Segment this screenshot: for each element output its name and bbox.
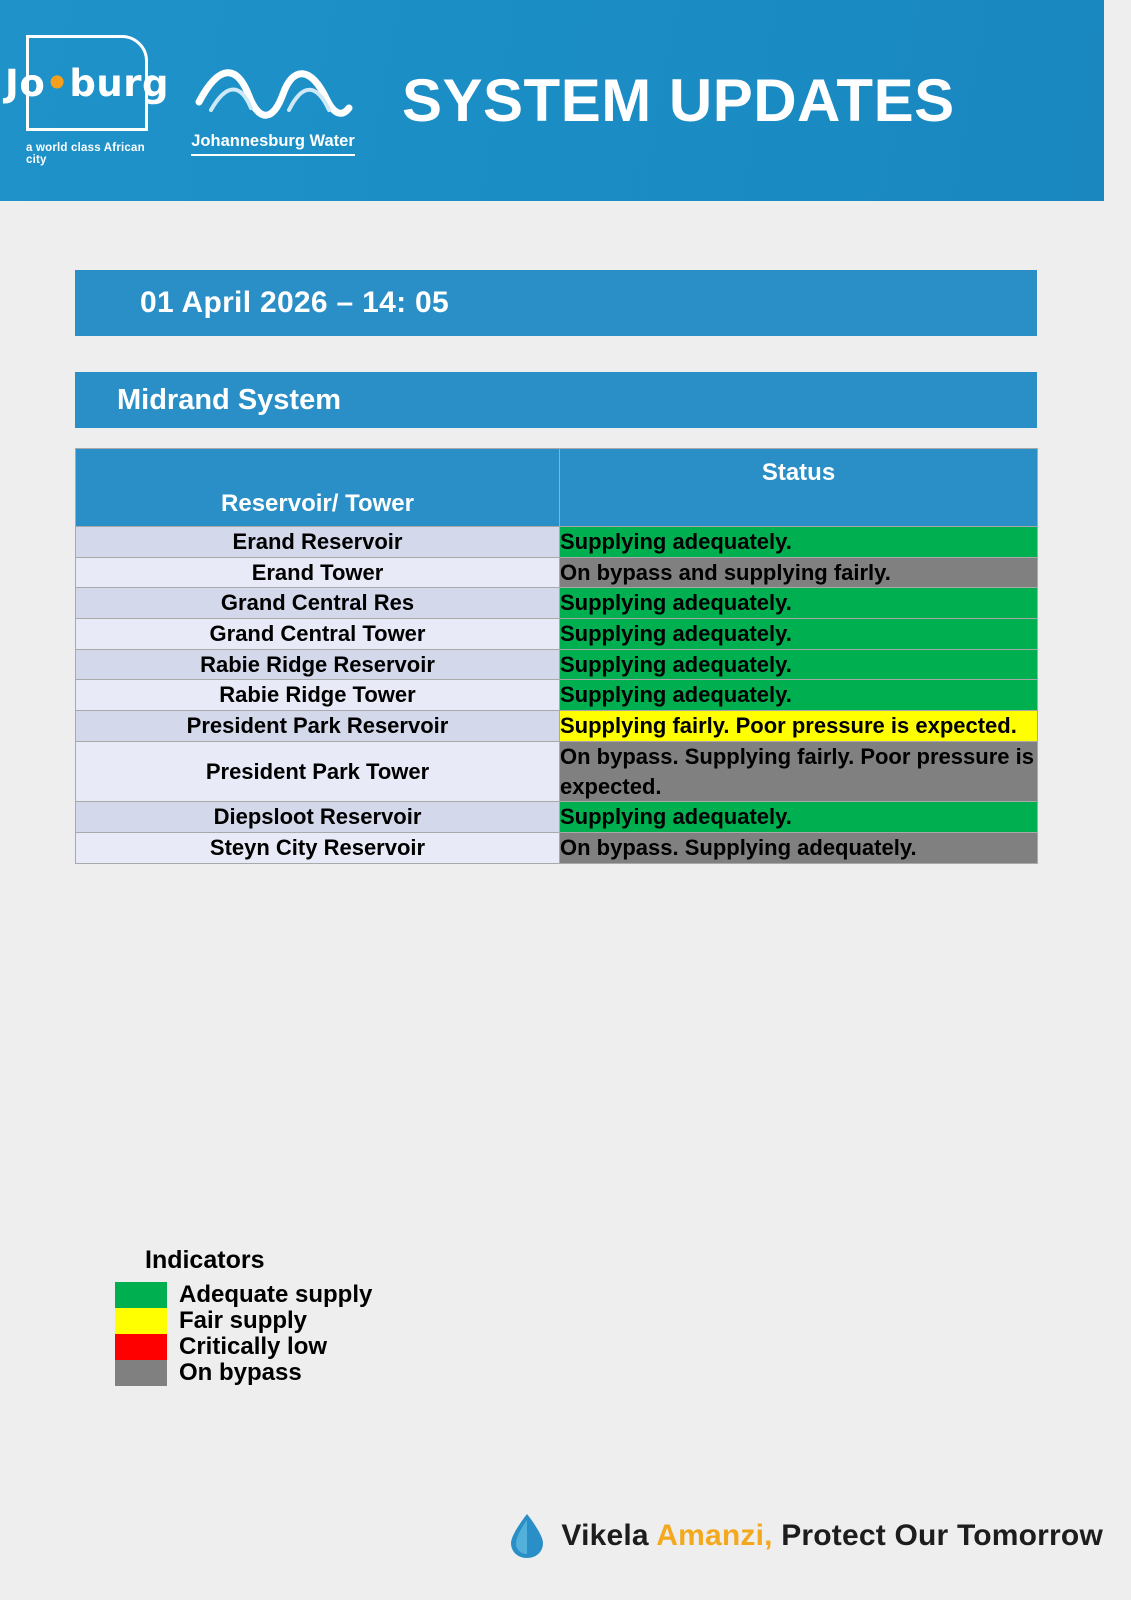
table-row: [76, 680, 1038, 711]
cell-status: Supplying adequately.: [560, 680, 1038, 711]
legend-title: Indicators: [145, 1246, 265, 1274]
table-row: [76, 588, 1038, 619]
system-name-bar: [75, 372, 1037, 428]
table-row: [76, 802, 1038, 833]
cell-reservoir-name: President Park Tower: [76, 741, 560, 801]
cell-reservoir-name: Erand Tower: [76, 557, 560, 588]
legend-swatch-yellow: [115, 1308, 167, 1334]
joburg-logo-frame: [5, 35, 169, 131]
table-body: [76, 527, 1038, 864]
legend-item-bypass: [115, 1359, 615, 1387]
reservoir-status-table: [75, 448, 1038, 864]
table-row: [76, 832, 1038, 863]
cell-status: On bypass. Supplying adequately.: [560, 832, 1038, 863]
legend-label-critical: Critically low: [179, 1333, 328, 1360]
cell-status: Supplying adequately.: [560, 527, 1038, 558]
johannesburg-water-logo: [188, 58, 358, 156]
cell-reservoir-name: Steyn City Reservoir: [76, 832, 560, 863]
joburg-logo-accent: •: [45, 61, 70, 105]
footer-text-lead: Vikela: [561, 1519, 657, 1552]
footer-text: [561, 1519, 1103, 1553]
cell-status: Supplying adequately.: [560, 588, 1038, 619]
cell-reservoir-name: Rabie Ridge Tower: [76, 680, 560, 711]
page-title: SYSTEM UPDATES: [402, 67, 955, 134]
cell-status: On bypass. Supplying fairly. Poor pressure is expected.: [560, 741, 1038, 801]
cell-status: On bypass and supplying fairly.: [560, 557, 1038, 588]
cell-reservoir-name: President Park Reservoir: [76, 711, 560, 742]
legend-swatch-red: [115, 1334, 167, 1360]
legend-swatch-grey: [115, 1360, 167, 1386]
legend-item-critical: [115, 1333, 615, 1361]
cell-reservoir-name: Diepsloot Reservoir: [76, 802, 560, 833]
footer-slogan: [507, 1512, 1103, 1560]
johannesburg-water-label: Johannesburg Water: [191, 132, 355, 156]
footer-text-tail: Protect Our Tomorrow: [772, 1519, 1103, 1552]
column-header-reservoir: Reservoir/ Tower: [76, 449, 560, 527]
legend-label-fair: Fair supply: [179, 1307, 308, 1334]
joburg-tagline: a world class African city: [26, 142, 145, 166]
cell-status: Supplying adequately.: [560, 619, 1038, 650]
joburg-logo-text: Jo•burg: [5, 61, 169, 105]
date-bar-text: 01 April 2026 – 14: 05: [140, 286, 450, 319]
cell-reservoir-name: Erand Reservoir: [76, 527, 560, 558]
cell-reservoir-name: Grand Central Res: [76, 588, 560, 619]
page-header: [0, 0, 1104, 201]
column-header-status: Status: [560, 449, 1038, 527]
table-row: [76, 711, 1038, 742]
date-bar: [75, 270, 1037, 336]
legend-label-adequate: Adequate supply: [179, 1281, 373, 1308]
joburg-logo: [5, 35, 169, 166]
legend-label-bypass: On bypass: [179, 1359, 302, 1386]
cell-reservoir-name: Grand Central Tower: [76, 619, 560, 650]
cell-status: Supplying fairly. Poor pressure is expected.: [560, 711, 1038, 742]
table-row: [76, 741, 1038, 801]
water-wave-icon: [193, 58, 353, 130]
legend-item-fair: [115, 1307, 615, 1335]
legend: [115, 1246, 615, 1387]
table-header-row: [76, 449, 1038, 527]
water-drop-icon: [507, 1512, 547, 1560]
cell-reservoir-name: Rabie Ridge Reservoir: [76, 649, 560, 680]
legend-item-adequate: [115, 1281, 615, 1309]
table-row: [76, 619, 1038, 650]
table-row: [76, 527, 1038, 558]
footer-text-accent: Amanzi,: [656, 1519, 773, 1552]
system-name-text: Midrand System: [117, 383, 341, 416]
legend-swatch-green: [115, 1282, 167, 1308]
cell-status: Supplying adequately.: [560, 802, 1038, 833]
table-row: [76, 557, 1038, 588]
table-row: [76, 649, 1038, 680]
cell-status: Supplying adequately.: [560, 649, 1038, 680]
